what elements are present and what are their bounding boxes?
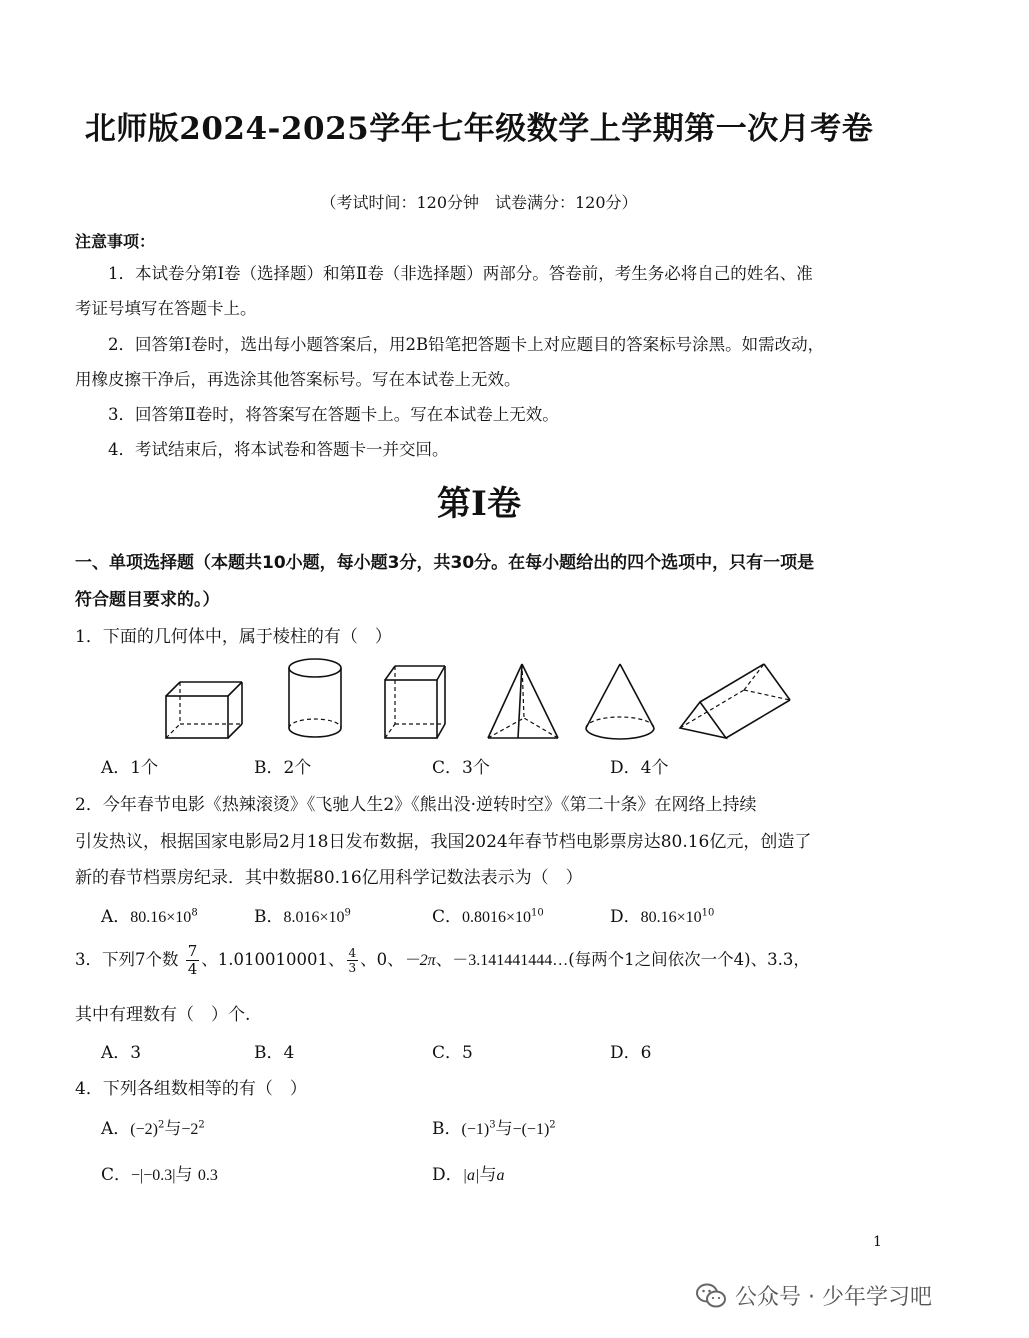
note-line-3: 3．回答第Ⅱ卷时，将答案写在答题卡上。写在本试卷上无效。 [108,405,559,424]
q3-line2: 其中有理数有（ ）个. [75,1005,251,1025]
q4-option-b-exp1: 3 [489,1119,496,1131]
q4-option-a-expr2: −2 [181,1121,199,1138]
q3-frac1-num: 7 [187,942,198,960]
q2-option-b-base: 8.016×10 [283,909,345,926]
q2-option-a[interactable] [101,902,198,927]
q2-line3: 新的春节档票房纪录．其中数据80.16亿用科学记数法表示为（ ） [75,868,583,888]
q3-option-c[interactable]: C．5 [432,1043,473,1063]
q3-prefix: 3．下列7个数 [75,950,179,969]
q2-option-b-exp: 9 [344,907,351,919]
q2-option-d[interactable] [610,902,714,927]
q3-frac1-den: 4 [187,960,198,978]
q4-option-d-mid: 与 [479,1165,497,1185]
q2-option-a-label: A． [101,907,131,927]
cone-figure [582,660,662,746]
q3-option-b[interactable]: B．4 [254,1043,295,1063]
q4-option-a-label: A． [101,1119,131,1139]
q4-option-a-mid: 与 [164,1119,182,1139]
q3-fraction-7-4 [186,944,200,977]
q2-option-c[interactable] [432,902,544,927]
note-line-2-cont: 用橡皮擦干净后，再选涂其他答案标号。写在本试卷上无效。 [75,370,521,389]
q1-option-a[interactable]: A．1个 [101,758,159,778]
q4-option-b-expr1: (−1) [461,1121,490,1138]
q3-fraction-4-3 [347,947,359,974]
q4-option-c-expr1: −|−0.3| [131,1167,176,1184]
q4-option-b-mid: 与 [495,1119,513,1139]
q2-option-d-exp: 10 [701,907,715,919]
q4-option-c-expr2: 0.3 [197,1167,218,1184]
q4-option-d-label: D． [432,1165,463,1185]
watermark-text: 公众号 · 少年学习吧 [735,1285,932,1310]
note-line-2: 2．回答第Ⅰ卷时，选出每小题答案后，用2B铅笔把答题卡上对应题目的答案标号涂黑。如需改动， [108,335,825,354]
q2-line2: 引发热议，根据国家电影局2月18日发布数据，我国2024年春节档电影票房达80.16亿元，创造了 [75,832,812,852]
q2-option-b-label: B． [254,907,284,927]
q4-option-a-exp2: 2 [198,1119,205,1131]
q3-part4: 、 [435,950,453,969]
note-line-4: 4．考试结束后，将本试卷和答题卡一并交回。 [108,440,449,459]
q4-stem: 4．下列各组数相等的有（ ） [75,1079,307,1099]
q3-option-a[interactable]: A．3 [101,1043,142,1063]
q2-option-d-label: D． [610,907,641,927]
square-prism-figure [380,660,450,744]
note-line-1-cont: 考证号填写在答题卡上。 [75,299,257,318]
q1-option-c[interactable]: C．3个 [432,758,490,778]
q1-stem: 1．下面的几何体中，属于棱柱的有（ ） [75,627,392,647]
q4-option-d[interactable] [432,1160,504,1185]
page-title: 北师版2024-2025学年七年级数学上学期第一次月考卷 [84,111,874,147]
q2-option-c-base: 0.8016×10 [462,909,532,926]
q2-option-b[interactable] [254,902,351,927]
q4-option-b-expr2: −(−1) [512,1121,550,1138]
q3-part6: (每两个1之间依次一个4)、3.3， [568,950,810,969]
exam-info: （考试时间：120分钟 试卷满分：120分） [320,193,638,212]
q4-option-d-expr2: a [496,1167,505,1184]
q3-option-d[interactable]: D．6 [610,1043,652,1063]
q3-part5: －3.141441444… [452,952,569,969]
q2-option-c-exp: 10 [531,907,544,919]
q4-option-a[interactable] [101,1114,205,1139]
q3-part3: －2π [403,952,436,969]
q4-option-a-expr1: (−2) [130,1121,158,1138]
q2-option-a-base: 80.16×10 [130,909,192,926]
section-heading-line1: 一、单项选择题（本题共10小题，每小题3分，共30分。在每小题给出的四个选项中，只有一项是 [75,553,815,573]
q4-option-c[interactable] [101,1160,218,1185]
section-title: 第Ⅰ卷 [437,484,521,524]
q4-option-c-mid: 与 [175,1165,193,1185]
q3-part1: 、1.010010001、 [201,950,345,969]
note-line-1: 1．本试卷分第Ⅰ卷（选择题）和第Ⅱ卷（非选择题）两部分。答卷前，考生务必将自己的姓名、准 [108,264,813,283]
cuboid-figure [160,678,250,744]
q4-option-c-label: C． [101,1165,132,1185]
q1-option-b[interactable]: B．2个 [254,758,312,778]
notes-heading: 注意事项： [75,232,156,251]
q2-option-d-base: 80.16×10 [640,909,702,926]
q4-option-b-exp2: 2 [549,1119,556,1131]
q2-option-a-exp: 8 [191,907,198,919]
q3-line1 [75,944,810,977]
q3-part2: 、0、 [360,950,404,969]
q4-option-b-label: B． [432,1119,462,1139]
triangular-pyramid-figure [484,660,564,744]
cylinder-figure [283,656,347,744]
q2-line1: 2．今年春节电影《热辣滚烫》《飞驰人生2》《熊出没·逆转时空》《第二十条》在网络上持续 [75,795,757,815]
wechat-icon [695,1282,727,1310]
q4-option-b[interactable] [432,1114,556,1139]
page-number: 1 [873,1234,882,1250]
section-heading-line2: 符合题目要求的。） [75,590,220,610]
watermark [695,1280,932,1311]
q1-option-d[interactable]: D．4个 [610,758,669,778]
q3-frac2-den: 3 [348,961,357,975]
q4-option-a-exp1: 2 [157,1119,165,1131]
q3-frac2-num: 4 [348,946,357,960]
triangular-prism-figure [676,660,796,744]
q2-option-c-label: C． [432,907,463,927]
q4-option-d-expr1: |a| [462,1167,480,1184]
